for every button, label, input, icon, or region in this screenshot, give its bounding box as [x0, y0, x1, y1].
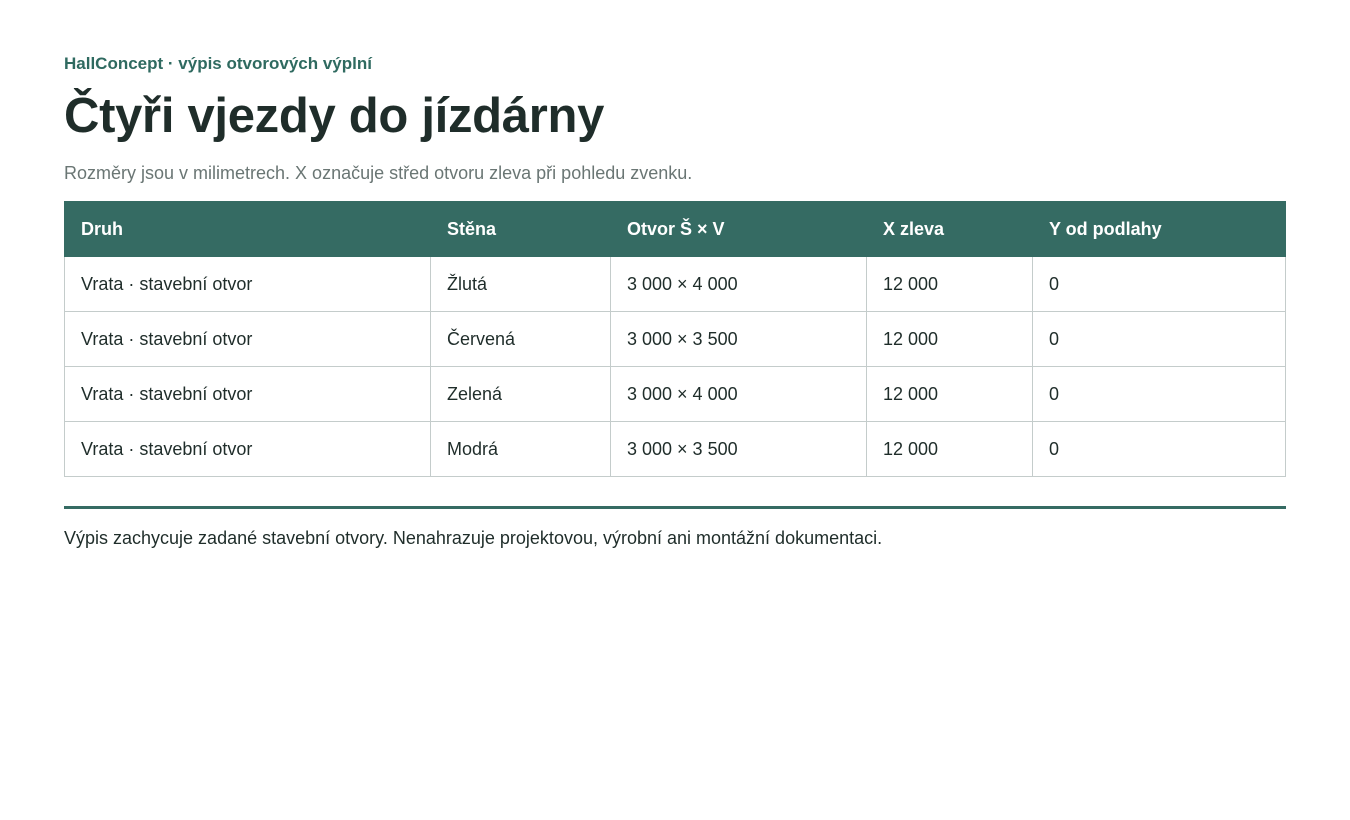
cell-x-zleva: 12 000	[867, 367, 1033, 422]
cell-y-od-podlahy: 0	[1033, 257, 1286, 312]
table-header-row	[65, 202, 1286, 257]
header-otvor: Otvor Š × V	[611, 202, 867, 257]
footer-divider	[64, 506, 1286, 509]
cell-otvor: 3 000 × 3 500	[611, 422, 867, 477]
header-y-od-podlahy: Y od podlahy	[1033, 202, 1286, 257]
table-row	[65, 422, 1286, 477]
cell-x-zleva: 12 000	[867, 257, 1033, 312]
table-row	[65, 312, 1286, 367]
cell-druh: Vrata · stavební otvor	[65, 367, 431, 422]
cell-x-zleva: 12 000	[867, 312, 1033, 367]
openings-table	[64, 201, 1286, 477]
eyebrow-label: HallConcept · výpis otvorových výplní	[64, 54, 372, 73]
header-x-zleva: X zleva	[867, 202, 1033, 257]
cell-druh: Vrata · stavební otvor	[65, 422, 431, 477]
page-title: Čtyři vjezdy do jízdárny	[64, 89, 605, 143]
cell-druh: Vrata · stavební otvor	[65, 312, 431, 367]
cell-y-od-podlahy: 0	[1033, 312, 1286, 367]
cell-stena: Žlutá	[431, 257, 611, 312]
header-stena: Stěna	[431, 202, 611, 257]
cell-stena: Modrá	[431, 422, 611, 477]
cell-y-od-podlahy: 0	[1033, 422, 1286, 477]
cell-x-zleva: 12 000	[867, 422, 1033, 477]
cell-otvor: 3 000 × 4 000	[611, 257, 867, 312]
cell-otvor: 3 000 × 3 500	[611, 312, 867, 367]
disclaimer-note: Výpis zachycuje zadané stavební otvory. Nenahrazuje projektovou, výrobní ani montážní dokumentaci.	[64, 528, 883, 548]
cell-y-od-podlahy: 0	[1033, 367, 1286, 422]
cell-druh: Vrata · stavební otvor	[65, 257, 431, 312]
table-row	[65, 257, 1286, 312]
cell-stena: Zelená	[431, 367, 611, 422]
page-subtitle: Rozměry jsou v milimetrech. X označuje střed otvoru zleva při pohledu zvenku.	[64, 163, 693, 183]
cell-stena: Červená	[431, 312, 611, 367]
table-row	[65, 367, 1286, 422]
cell-otvor: 3 000 × 4 000	[611, 367, 867, 422]
header-druh: Druh	[65, 202, 431, 257]
